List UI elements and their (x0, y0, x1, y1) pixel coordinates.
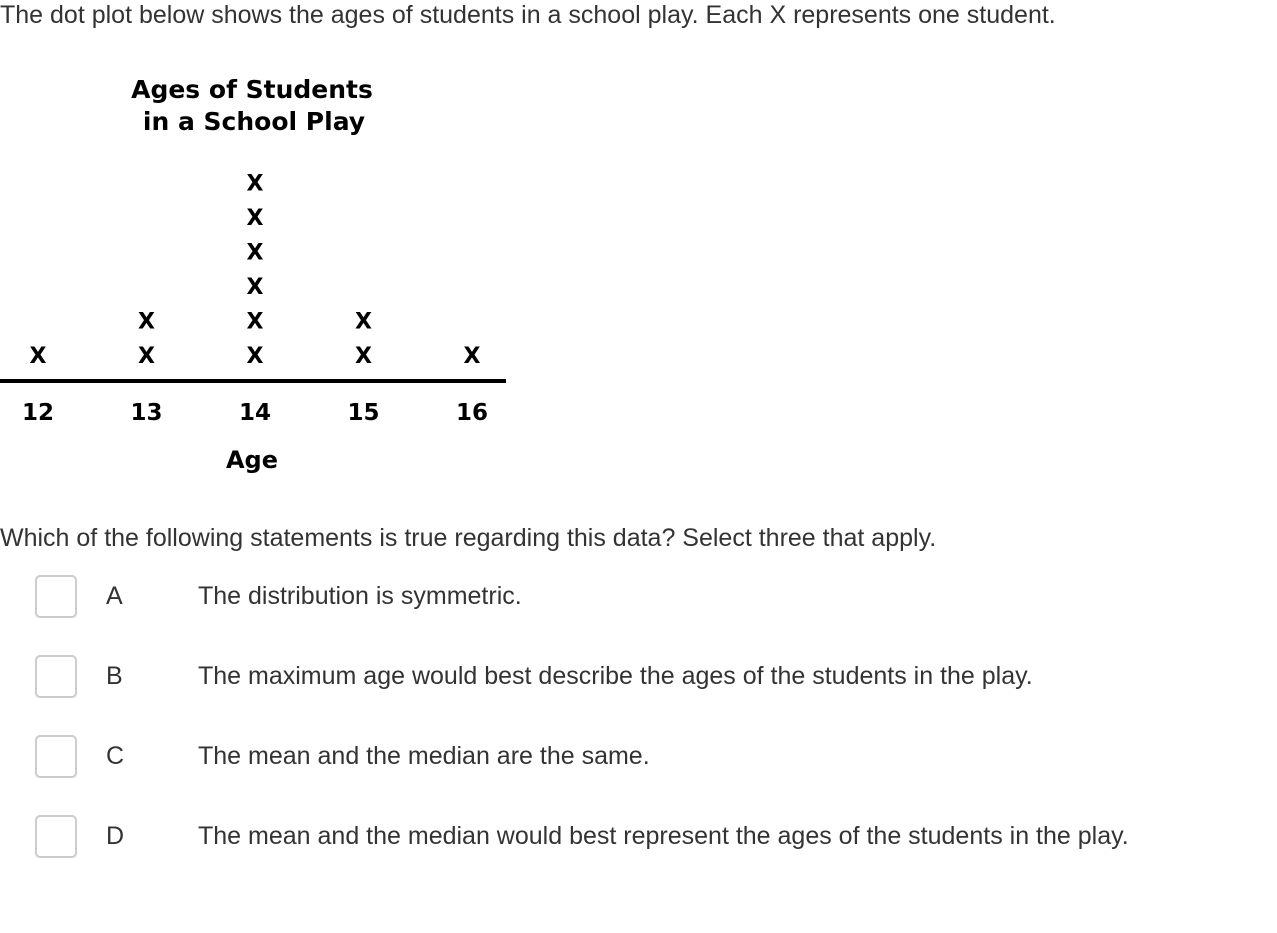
dot-mark-14-6: X (246, 171, 264, 197)
dot-mark-12-1: X (29, 344, 47, 369)
dot-mark-14-1: X (246, 344, 264, 369)
dot-mark-14-3: X (246, 275, 264, 300)
option-b-checkbox[interactable] (35, 655, 77, 698)
option-c[interactable] (0, 735, 1277, 783)
chart-title-line-2: in a School Play (142, 107, 366, 136)
chart-title-line-1: Ages of Students (131, 75, 373, 104)
dot-plot-svg (0, 70, 520, 490)
option-a[interactable] (0, 575, 1277, 623)
dot-plot (0, 70, 520, 490)
prompt-text: The dot plot below shows the ages of students in a school play. Each X represents one student. (0, 1, 1056, 29)
x-tick-label-15: 15 (347, 400, 380, 426)
dot-mark-15-1: X (355, 344, 372, 369)
x-tick-label-13: 13 (130, 400, 163, 426)
option-d-letter: D (106, 822, 125, 850)
option-b-letter: B (106, 662, 123, 690)
option-c-text: The mean and the median are the same. (198, 742, 650, 770)
option-c-checkbox[interactable] (35, 735, 77, 778)
option-c-letter: C (106, 742, 125, 770)
x-tick-label-16: 16 (455, 400, 489, 426)
question-text: Which of the following statements is true regarding this data? Select three that apply. (0, 524, 937, 552)
dot-mark-16-1: X (463, 344, 481, 369)
dot-mark-13-1: X (138, 344, 155, 369)
x-tick-label-12: 12 (21, 400, 55, 426)
dot-mark-14-5: X (246, 206, 264, 231)
dot-mark-15-2: X (355, 309, 372, 335)
option-b-text: The maximum age would best describe the ages of the students in the play. (198, 662, 1033, 690)
dot-mark-14-4: X (246, 240, 264, 266)
x-tick-labels (22, 400, 488, 426)
option-b[interactable] (0, 655, 1277, 703)
dot-mark-13-2: X (138, 309, 155, 335)
option-a-text: The distribution is symmetric. (198, 582, 522, 610)
option-a-letter: A (106, 582, 123, 610)
dot-marks (30, 172, 481, 370)
dot-mark-14-2: X (246, 309, 264, 335)
option-d[interactable] (0, 815, 1277, 863)
x-tick-label-14: 14 (238, 400, 272, 426)
option-d-text: The mean and the median would best represent the ages of the students in the play. (198, 822, 1129, 850)
option-d-checkbox[interactable] (35, 815, 77, 858)
x-axis-label: Age (225, 446, 279, 474)
option-a-checkbox[interactable] (35, 575, 77, 618)
